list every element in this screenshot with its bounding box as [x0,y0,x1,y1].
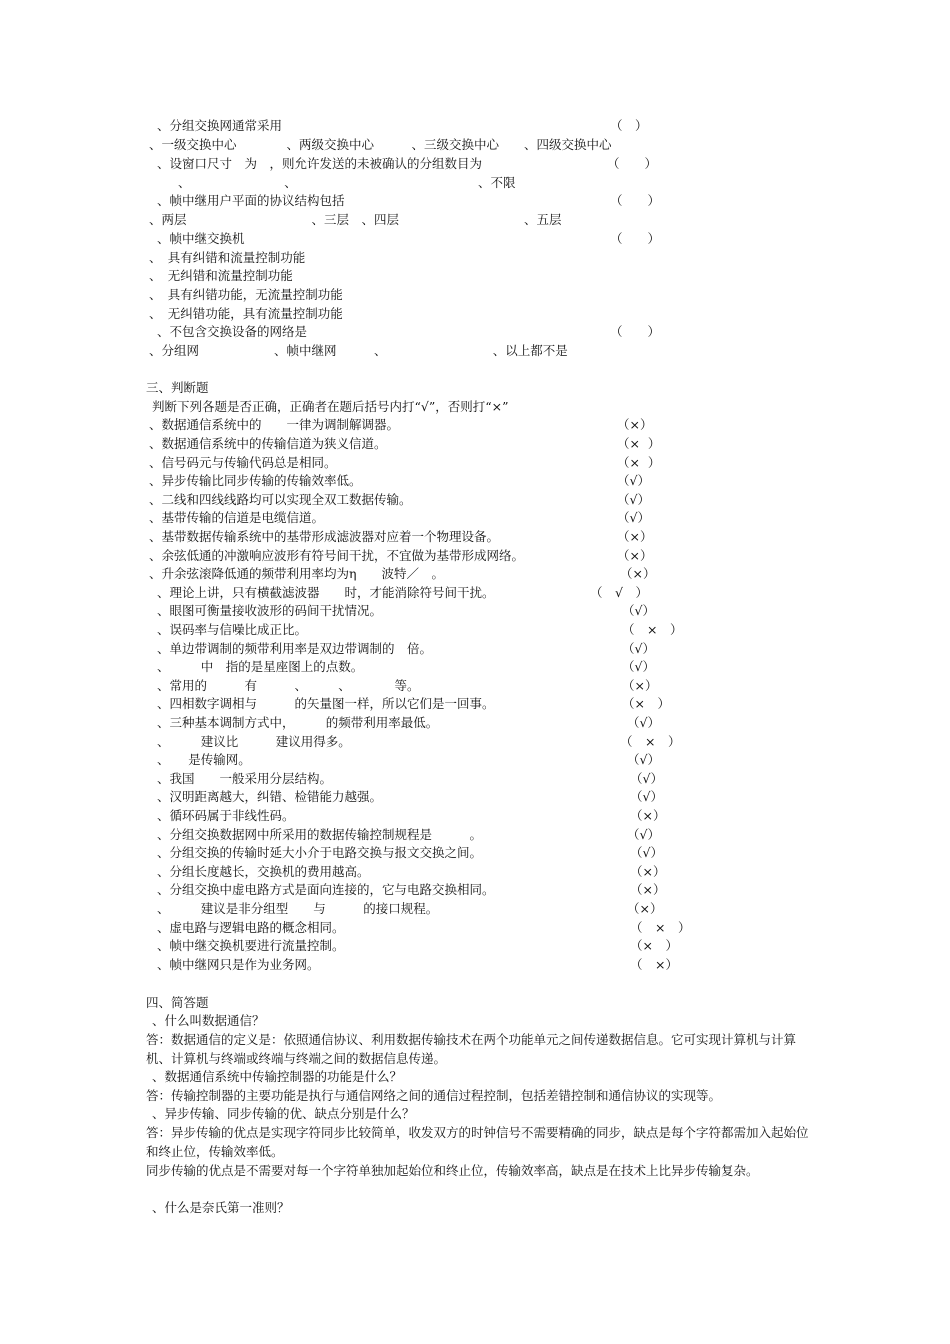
judge-answer: （×） [630,864,666,879]
judge-question: 、分组交换数据网中所采用的数据传输控制规程是 。 [157,827,483,842]
short-answer: 答：异步传输的优点是实现字符同步比较简单，收发双方的时钟信号不需要精确的同步，缺点是每个字符都需加入起始位和终止位，传输效率低。 [146,1125,809,1159]
judge-answer: （√） [617,492,650,507]
judge-question: 、眼图可衡量接收波形的码间干扰情况。 [157,603,383,618]
options-frame-relay-protocol: 、两层 、三层 、四层 、五层 [149,212,562,227]
judge-question: 、 中 指的是星座图上的点数。 [157,659,364,674]
judge-question: 、理论上讲，只有横截滤波器 时，才能消除符号间干扰。 [157,585,495,600]
judge-question: 、循环码属于非线性码。 [157,808,295,823]
judge-answer: （√） [630,771,663,786]
option-a: 、 具有纠错和流量控制功能 [149,250,306,265]
judge-answer: （√） [630,789,663,804]
answer-paren: （ ） [607,156,658,171]
judge-answer: （×） [622,678,658,693]
judge-answer: （ × ） [622,622,683,637]
judge-question: 、基带传输的信道是电缆信道。 [149,510,325,525]
answer-paren: （ ） [610,324,661,339]
judge-question: 、汉明距离越大，纠错、检错能力越强。 [157,789,383,804]
judge-answer: （ × ） [630,920,691,935]
judge-question: 、升余弦滚降低通的频带利用率均为η 波特／ 。 [149,566,444,581]
question-window-size: 、设窗口尺寸 为 ，则允许发送的未被确认的分组数目为 [157,156,483,171]
question-frame-relay-switch: 、帧中继交换机 [157,231,245,246]
judge-answer: （ × ） [620,734,681,749]
short-answer: 答：传输控制器的主要功能是执行与通信网络之间的通信过程控制，包括差错控制和通信协议的实现等。 [146,1088,722,1103]
section-heading-judge: 三、判断题 [146,380,209,395]
judge-question: 、分组长度越长，交换机的费用越高。 [157,864,370,879]
judge-question: 、单边带调制的频带利用率是双边带调制的 倍。 [157,641,433,656]
judge-answer: （× ） [617,436,661,451]
judge-question: 、 建议是非分组型 与 的接口规程。 [157,901,439,916]
judge-question: 、帧中继网只是作为业务网。 [157,957,320,972]
answer-paren: （ ） [610,231,661,246]
section-heading-short-answer: 四、简答题 [146,995,209,1010]
options-no-switch-network: 、分组网 、帧中继网 、 、以上都不是 [149,343,568,358]
judge-question: 、虚电路与逻辑电路的概念相同。 [157,920,345,935]
judge-question: 、帧中继交换机要进行流量控制。 [157,938,345,953]
judge-answer: （√） [622,641,655,656]
option-c: 、 具有纠错功能，无流量控制功能 [149,287,343,302]
judge-question: 、误码率与信噪比成正比。 [157,622,308,637]
answer-paren: （ ） [610,118,648,133]
question-no-switch-network: 、不包含交换设备的网络是 [157,324,308,339]
option-d: 、 无纠错功能，具有流量控制功能 [149,306,343,321]
judge-question: 、 建议比 建议用得多。 [157,734,351,749]
judge-answer: （×） [620,566,656,581]
judge-question: 、我国 一般采用分层结构。 [157,771,333,786]
judge-question: 、余弦低通的冲激响应波形有符号间干扰，不宜做为基带形成网络。 [149,548,525,563]
short-question: 、数据通信系统中传输控制器的功能是什么？ [152,1069,403,1084]
judge-answer: （√） [617,473,650,488]
judge-answer: （ ×） [630,957,678,972]
judge-answer: （×） [630,882,666,897]
judge-answer: （× ） [622,696,670,711]
option-b: 、 无纠错和流量控制功能 [149,268,293,283]
judge-question: 、 是传输网。 [157,752,251,767]
judge-answer: （ √ ） [590,585,648,600]
short-question: 、什么是奈氏第一准则？ [152,1200,290,1215]
judge-question: 、数据通信系统中的传输信道为狭义信道。 [149,436,387,451]
judge-answer: （×） [617,548,653,563]
judge-answer: （√） [627,752,660,767]
question-packet-network: 、分组交换网通常采用 [157,118,283,133]
judge-answer: （√） [630,845,663,860]
judge-answer: （√） [617,510,650,525]
judge-question: 、分组交换的传输时延大小介于电路交换与报文交换之间。 [157,845,483,860]
short-question: 、异步传输、同步传输的优、缺点分别是什么？ [152,1106,415,1121]
question-frame-relay-protocol: 、帧中继用户平面的协议结构包括 [157,193,345,208]
judge-question: 、二线和四线线路均可以实现全双工数据传输。 [149,492,412,507]
judge-question: 、常用的 有 、 、 等。 [157,678,420,693]
judge-answer: （×） [630,808,666,823]
judge-question: 、基带数据传输系统中的基带形成滤波器对应着一个物理设备。 [149,529,500,544]
options-packet-network: 、一级交换中心 、两级交换中心 、三级交换中心 、四级交换中心 [149,137,612,152]
judge-question: 、信号码元与传输代码总是相同。 [149,455,337,470]
short-answer: 答：数据通信的定义是：依照通信协议、利用数据传输技术在两个功能单元之间传递数据信息。它可实现计算机与计算机、计算机与终端或终端与终端之间的数据信息传递。 [146,1032,797,1066]
judge-answer: （√） [622,659,655,674]
short-question: 、什么叫数据通信？ [152,1013,265,1028]
judge-answer: （×） [617,529,653,544]
answer-paren: （ ） [610,193,661,208]
judge-answer: （× ） [617,455,661,470]
judge-question: 、三种基本调制方式中， 的频带利用率最低。 [157,715,439,730]
judge-answer: （×） [627,901,663,916]
judge-question: 、异步传输比同步传输的传输效率低。 [149,473,362,488]
judge-question: 、四相数字调相与 的矢量图一样，所以它们是一回事。 [157,696,495,711]
judge-answer: （√） [627,827,660,842]
judge-answer: （×） [617,417,653,432]
judge-answer: （× ） [630,938,678,953]
short-answer: 同步传输的优点是不需要对每一个字符单独加起始位和终止位，传输效率高，缺点是在技术上比异步传输复杂。 [146,1163,759,1178]
judge-question: 、分组交换中虚电路方式是面向连接的，它与电路交换相同。 [157,882,495,897]
judge-answer: （√） [622,603,655,618]
judge-question: 、数据通信系统中的 一律为调制解调器。 [149,417,400,432]
judge-instruction: 判断下列各题是否正确，正确者在题后括号内打“√”，否则打“×” [152,399,509,414]
judge-answer: （√） [627,715,660,730]
options-window-size: 、 、 、不限 [178,175,516,190]
